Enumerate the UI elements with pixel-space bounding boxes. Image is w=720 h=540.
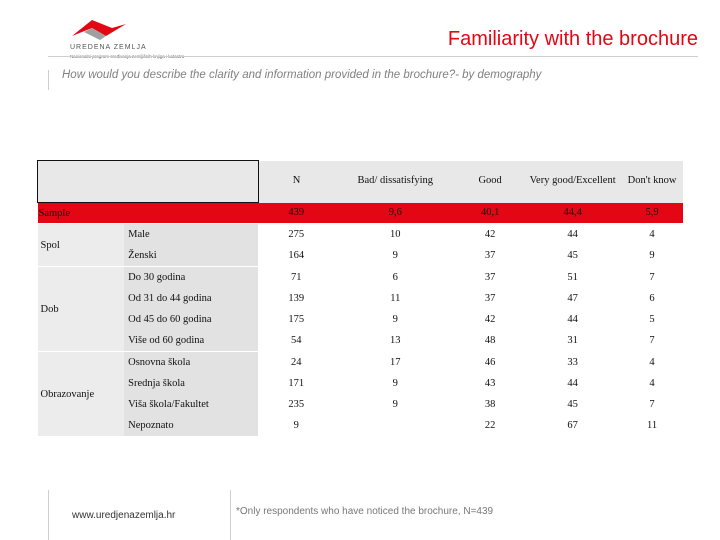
- cell: 37: [456, 245, 524, 267]
- header-bad: Bad/ dissatisfying: [334, 161, 456, 203]
- table-row: [38, 415, 684, 436]
- results-table: [37, 160, 683, 436]
- row-label: Viša škola/Fakultet: [124, 394, 258, 415]
- table-row: [38, 352, 684, 374]
- cell: 139: [288, 293, 305, 304]
- footer-divider-left: [48, 490, 49, 540]
- table-row: [38, 394, 684, 415]
- cell: 9: [621, 245, 683, 267]
- cell: 67: [567, 420, 578, 431]
- cell: 22: [484, 420, 496, 431]
- row-label: Male: [124, 224, 258, 246]
- group-spol: Spol: [38, 224, 125, 267]
- header-very-good: Very good/Excellent: [524, 161, 621, 203]
- cell: 54: [258, 330, 334, 352]
- cell: [334, 415, 456, 436]
- table-row: [38, 309, 684, 330]
- cell: 13: [334, 330, 456, 352]
- row-label: Od 45 do 60 godina: [124, 309, 258, 330]
- sample-value: 9,6: [334, 203, 456, 224]
- row-label: Više od 60 godina: [124, 330, 258, 352]
- sample-value: 44,4: [524, 203, 621, 224]
- table-row: [38, 373, 684, 394]
- sample-value: 40,1: [456, 203, 524, 224]
- cell: 9: [392, 378, 398, 389]
- cell: 4: [649, 229, 655, 240]
- page-title: Familiarity with the brochure: [447, 28, 698, 50]
- cell: 71: [291, 272, 302, 283]
- cell: 45: [524, 245, 621, 267]
- table-row: [38, 330, 684, 352]
- logo-mark-icon: [70, 14, 128, 44]
- sample-label: Sample: [38, 203, 259, 224]
- footnote: *Only respondents who have noticed the brochure, N=439: [236, 506, 494, 517]
- cell: 171: [288, 378, 305, 389]
- cell: 44: [567, 229, 578, 240]
- sample-value: 439: [258, 203, 334, 224]
- cell: 164: [258, 245, 334, 267]
- cell: 275: [288, 229, 305, 240]
- cell: 235: [288, 399, 305, 410]
- row-label: Nepoznato: [124, 415, 258, 436]
- cell: 7: [649, 399, 655, 410]
- cell: 175: [288, 314, 305, 325]
- cell: 4: [649, 378, 655, 389]
- sample-row: [38, 203, 684, 224]
- header-divider: [48, 56, 698, 57]
- cell: 7: [621, 330, 683, 352]
- cell: 11: [646, 420, 658, 431]
- cell: 48: [456, 330, 524, 352]
- cell: 9: [392, 314, 398, 325]
- table-row: [38, 267, 684, 289]
- cell: 46: [484, 357, 496, 368]
- cell: 37: [484, 272, 496, 283]
- cell: 10: [390, 229, 401, 240]
- cell: 43: [484, 378, 496, 389]
- cell: 47: [567, 293, 578, 304]
- row-label: Srednja škola: [124, 373, 258, 394]
- cell: 45: [567, 399, 578, 410]
- group-obrazovanje: Obrazovanje: [38, 352, 125, 437]
- header-good: Good: [456, 161, 524, 203]
- table-row: [38, 245, 684, 267]
- cell: 24: [291, 357, 302, 368]
- logo: [62, 14, 222, 66]
- left-divider: [48, 70, 49, 90]
- cell: 5: [649, 314, 655, 325]
- cell: 37: [484, 293, 496, 304]
- cell: 42: [484, 314, 496, 325]
- row-label: Ženski: [124, 245, 258, 267]
- cell: 6: [649, 293, 655, 304]
- page-subtitle: How would you describe the clarity and information provided in the brochure?- by demography: [62, 69, 542, 81]
- cell: 11: [390, 293, 401, 304]
- cell: 31: [524, 330, 621, 352]
- cell: 9: [392, 399, 398, 410]
- row-label: Od 31 do 44 godina: [124, 288, 258, 309]
- header-n: N: [258, 161, 334, 203]
- table-header-row: [38, 161, 684, 203]
- cell: 4: [649, 357, 655, 368]
- cell: 17: [390, 357, 401, 368]
- cell: 51: [567, 272, 578, 283]
- cell: 42: [484, 229, 496, 240]
- row-label: Osnovna škola: [124, 352, 258, 374]
- cell: 44: [567, 378, 578, 389]
- table-row: [38, 288, 684, 309]
- cell: 6: [392, 272, 398, 283]
- cell: 9: [293, 420, 299, 431]
- row-label: Do 30 godina: [124, 267, 258, 289]
- cell: 33: [567, 357, 578, 368]
- footer-divider-mid: [230, 490, 231, 540]
- header-blank-cell: [38, 161, 259, 203]
- cell: 38: [484, 399, 496, 410]
- footer-url[interactable]: www.uredjenazemlja.hr: [72, 510, 176, 521]
- group-dob: Dob: [38, 267, 125, 352]
- cell: 7: [649, 272, 655, 283]
- header-dont-know: Don't know: [621, 161, 683, 203]
- sample-value: 5,9: [621, 203, 683, 224]
- table-row: [38, 224, 684, 246]
- logo-name: UREDENA ZEMLJA: [70, 44, 147, 51]
- cell: 44: [567, 314, 578, 325]
- cell: 9: [334, 245, 456, 267]
